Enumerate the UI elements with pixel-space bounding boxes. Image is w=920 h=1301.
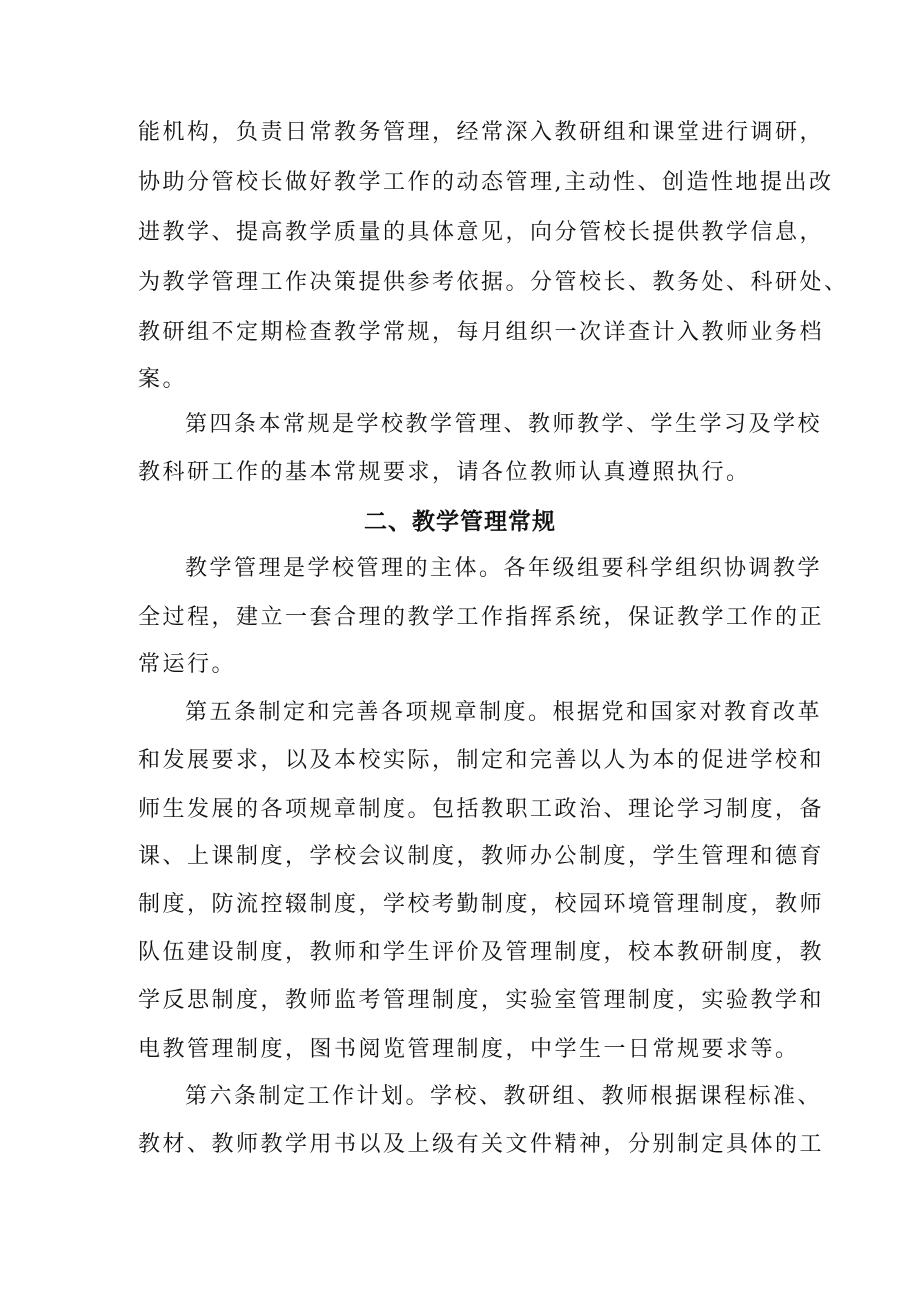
- paragraph-3-line: 常运行。: [138, 652, 237, 677]
- paragraph-5-line: 第六条制定工作计划。学校、教研组、教师根据课程标准、: [185, 1084, 823, 1109]
- paragraph-4-line: 学反思制度，教师监考管理制度，实验室管理制度，实验教学和: [138, 988, 825, 1013]
- paragraph-4-line: 队伍建设制度，教师和学生评价及管理制度，校本教研制度，教: [138, 940, 825, 965]
- paragraph-1-line: 能机构，负责日常教务管理，经常深入教研组和课堂进行调研，: [138, 120, 825, 145]
- paragraph-4-line: 师生发展的各项规章制度。包括教职工政治、理论学习制度，备: [138, 797, 825, 822]
- paragraph-1-line: 为教学管理工作决策提供参考依据。分管校长、教务处、科研处、: [138, 270, 849, 295]
- paragraph-1-line: 进教学、提高教学质量的具体意见，向分管校长提供教学信息，: [138, 220, 825, 245]
- paragraph-4-line: 电教管理制度，图书阅览管理制度，中学生一日常规要求等。: [138, 1037, 800, 1062]
- paragraph-4-line: 制度，防流控辍制度，学校考勤制度，校园环境管理制度，教师: [138, 892, 825, 917]
- paragraph-3-line: 全过程，建立一套合理的教学工作指挥系统，保证教学工作的正: [138, 605, 825, 630]
- paragraph-3-line: 教学管理是学校管理的主体。各年级组要科学组织协调教学: [185, 556, 823, 581]
- paragraph-1-line: 教研组不定期检查教学常规，每月组织一次详查计入教师业务档: [138, 320, 825, 345]
- paragraph-2-line: 教科研工作的基本常规要求，请各位教师认真遵照执行。: [138, 460, 751, 485]
- paragraph-4-line: 第五条制定和完善各项规章制度。根据党和国家对教育改革: [185, 700, 823, 725]
- paragraph-4-line: 和发展要求，以及本校实际，制定和完善以人为本的促进学校和: [138, 748, 825, 773]
- paragraph-2-line: 第四条本常规是学校教学管理、教师教学、学生学习及学校: [185, 412, 823, 437]
- paragraph-4-line: 课、上课制度，学校会议制度，教师办公制度，学生管理和德育: [138, 844, 825, 869]
- paragraph-1-line: 协助分管校长做好教学工作的动态管理,主动性、创造性地提出改: [138, 170, 834, 195]
- paragraph-5-line: 教材、教师教学用书以及上级有关文件精神，分别制定具体的工: [138, 1132, 825, 1157]
- section-heading: 二、教学管理常规: [364, 509, 556, 535]
- paragraph-1-line: 案。: [138, 367, 188, 392]
